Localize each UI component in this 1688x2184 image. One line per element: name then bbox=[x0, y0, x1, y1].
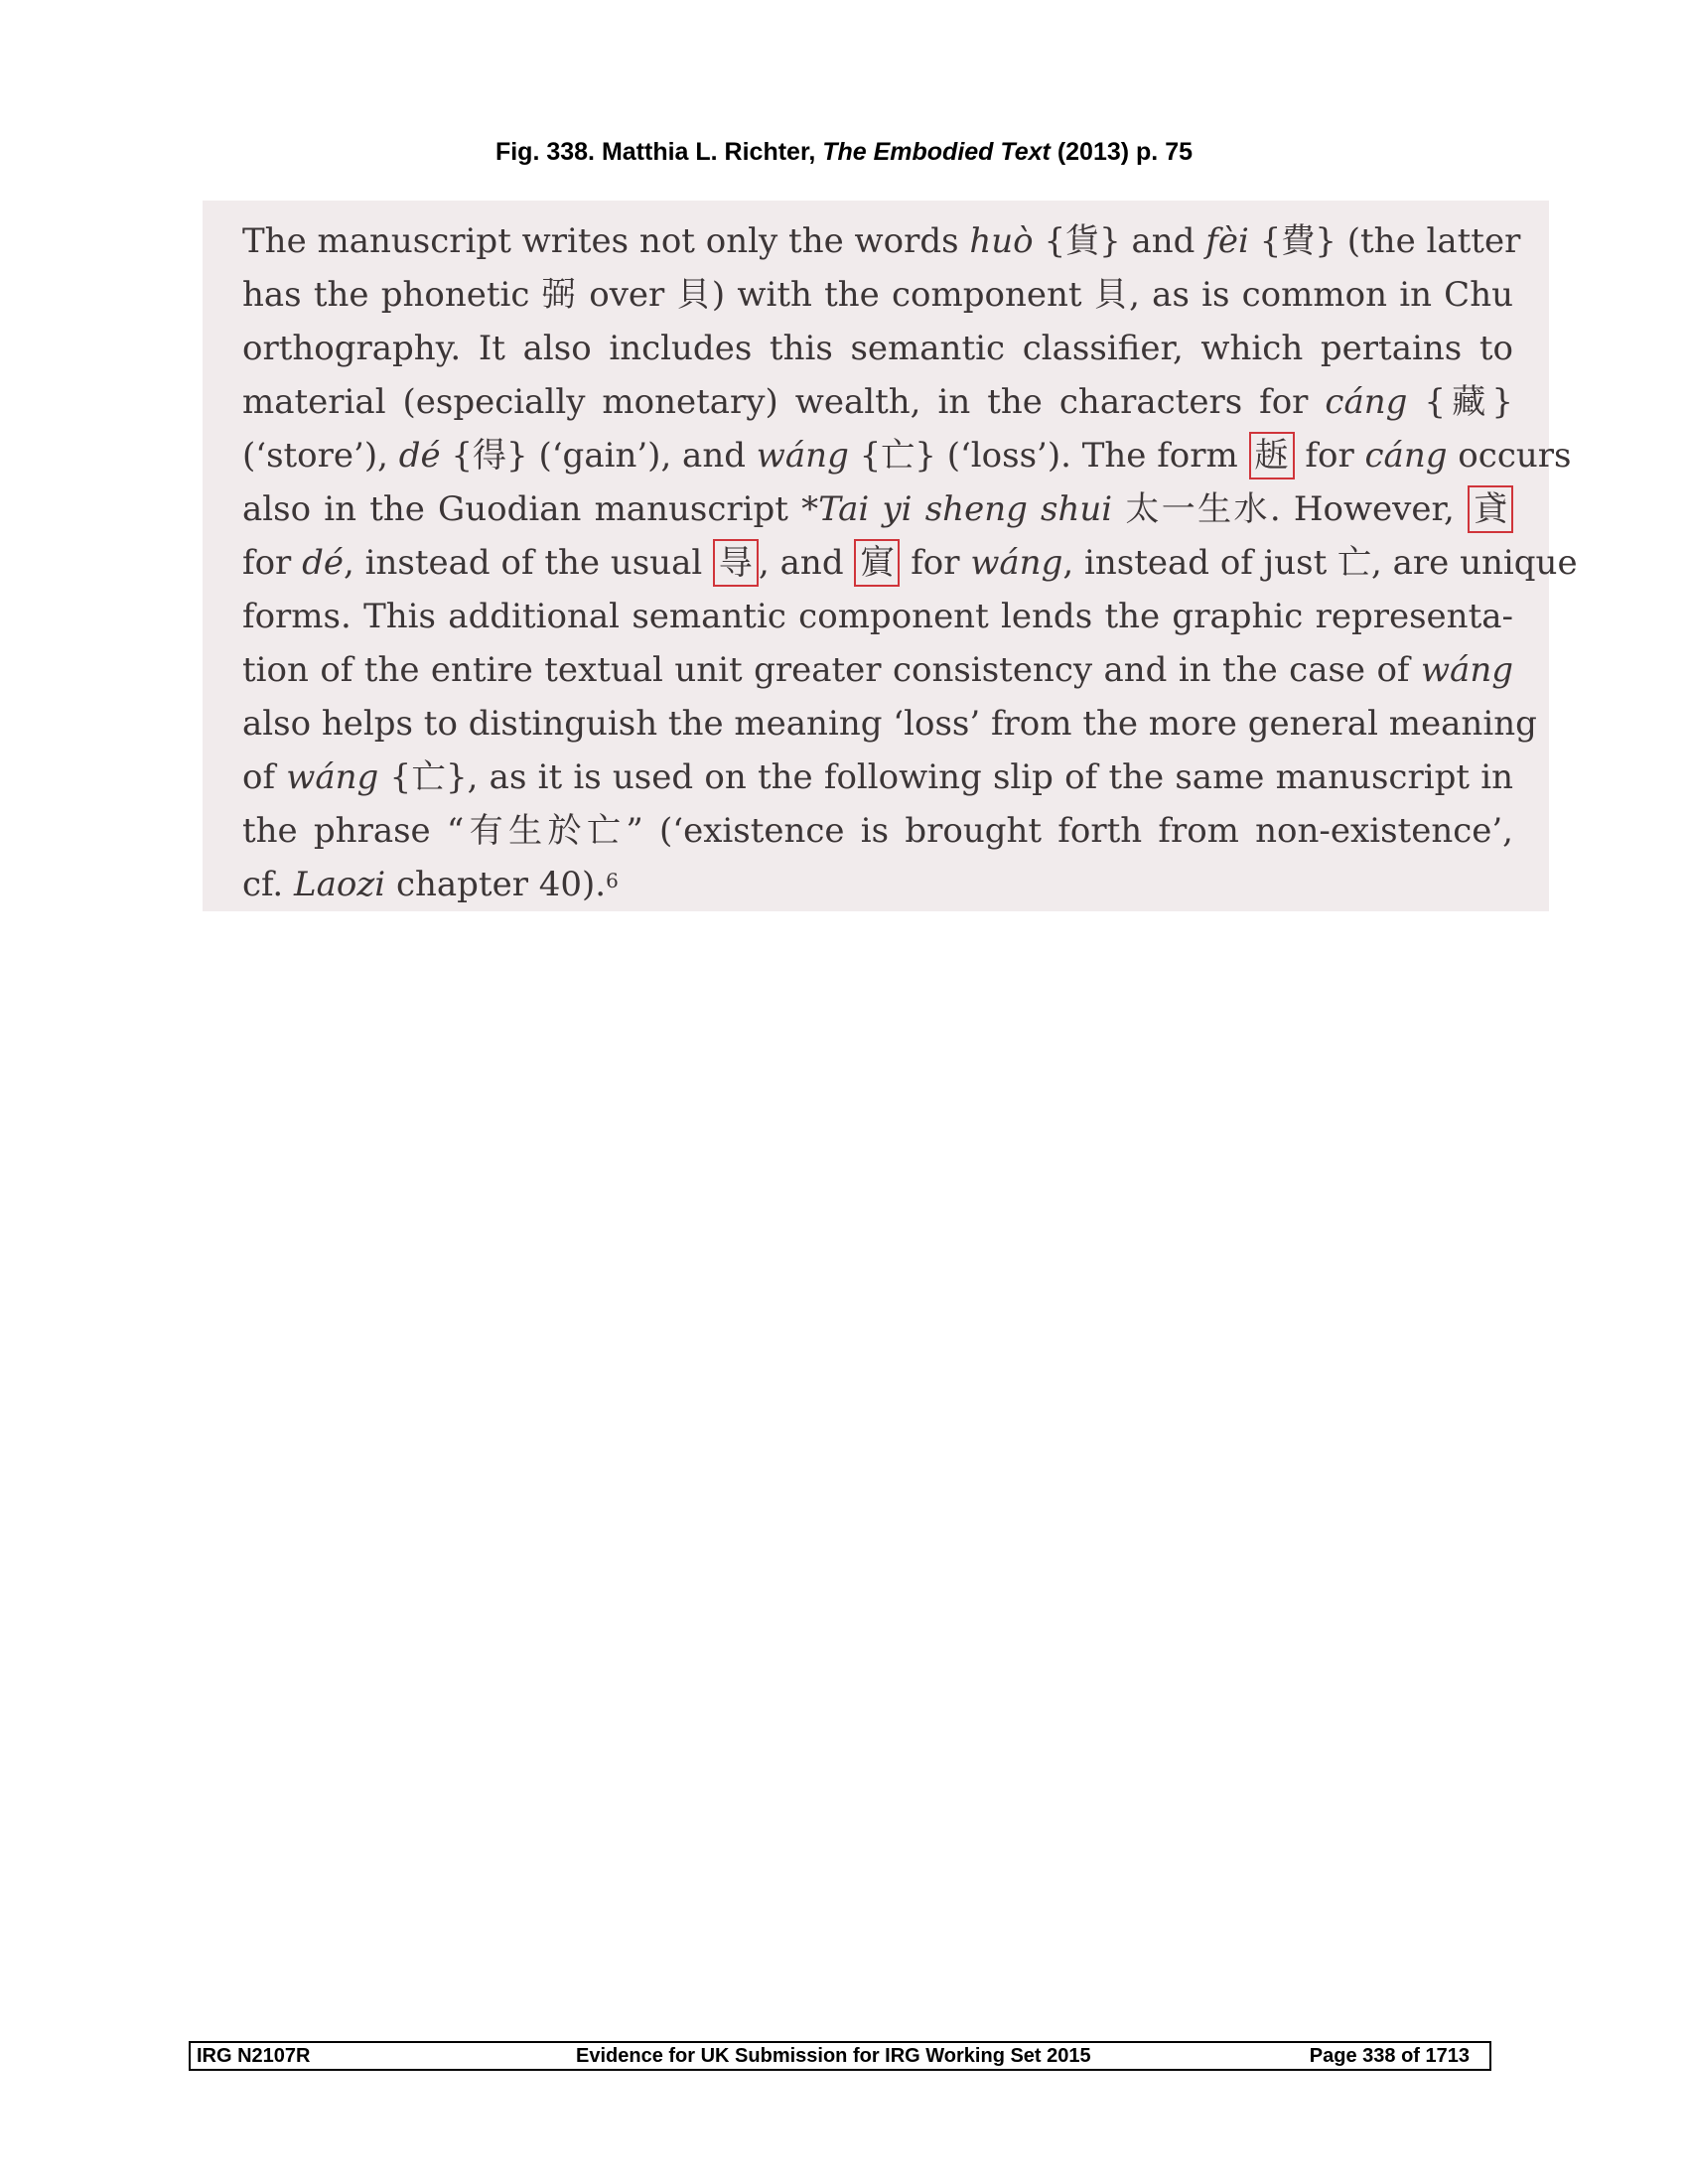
highlighted-character-box: 䞣 bbox=[1249, 432, 1295, 479]
excerpt-line-13: cf. Laozi chapter 40).$^6$ bbox=[242, 865, 619, 904]
figure-caption bbox=[0, 138, 1688, 167]
excerpt-line-5: (‘store’), dé {得} (‘gain’), and wáng {亡} (‘loss’). The form 䞣 for cáng occurs bbox=[242, 429, 1513, 482]
caption-prefix: Fig. 338. Matthia L. Richter, bbox=[494, 138, 823, 166]
excerpt-line-2: has the phonetic 弼 over 貝) with the component 貝, as is common in Chu bbox=[242, 275, 1513, 315]
highlighted-character-box: 貣 bbox=[1468, 485, 1513, 533]
excerpt-line-3: orthography. It also includes this semantic classifier, which pertains to bbox=[242, 329, 1513, 368]
footer-page-number: Page 338 of 1713 bbox=[1309, 2045, 1470, 2067]
page-footer bbox=[189, 2041, 1491, 2071]
caption-suffix: (2013) p. 75 bbox=[1050, 138, 1194, 166]
excerpt-line-9: tion of the entire textual unit greater consistency and in the case of wáng bbox=[242, 650, 1513, 690]
highlighted-character-box: 㝵 bbox=[713, 539, 759, 587]
footer-document-id: IRG N2107R bbox=[197, 2045, 311, 2067]
excerpt-line-12: the phrase “有生於亡” (‘existence is brought forth from non-existence’, bbox=[242, 811, 1513, 851]
excerpt-line-10: also helps to distinguish the meaning ‘loss’ from the more general meaning bbox=[242, 704, 1537, 744]
footer-document-title: Evidence for UK Submission for IRG Working Set 2015 bbox=[576, 2045, 1091, 2067]
excerpt-line-11: of wáng {亡}, as it is used on the following slip of the same manuscript in bbox=[242, 757, 1513, 797]
excerpt-line-8: forms. This additional semantic component lends the graphic representa- bbox=[242, 597, 1513, 636]
footnote-marker: 6 bbox=[606, 869, 619, 892]
caption-book-title: The Embodied Text bbox=[822, 138, 1051, 166]
excerpt-line-4: material (especially monetary) wealth, in the characters for cáng {藏} bbox=[242, 382, 1513, 422]
scanned-excerpt bbox=[203, 201, 1578, 911]
excerpt-line-1: The manuscript writes not only the words huò {貨} and fèi {費} (the latter bbox=[242, 221, 1521, 261]
highlighted-character-box: 賔 bbox=[854, 539, 900, 587]
excerpt-line-7: for dé, instead of the usual 㝵 , and 賔 for wáng, instead of just 亡, are unique bbox=[242, 536, 1513, 590]
excerpt-line-6: also in the Guodian manuscript *Tai yi sheng shui 太一生水. However, 貣 bbox=[242, 482, 1513, 536]
excerpt-paragraph bbox=[242, 214, 1578, 911]
